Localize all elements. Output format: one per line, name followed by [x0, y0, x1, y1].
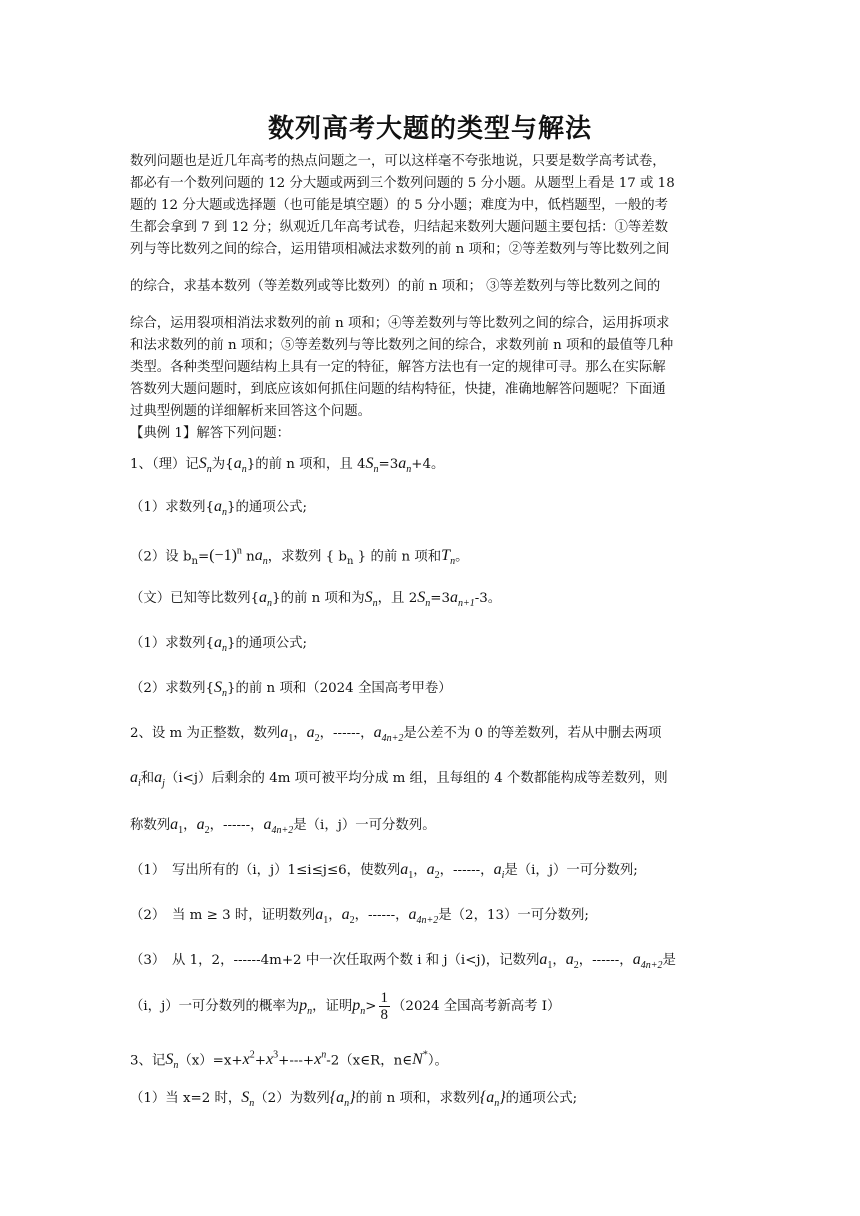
intro-line: 答数列大题问题时，到底应该如何抓住问题的结构特征，快捷，准确地解答问题呢？下面通 — [130, 382, 666, 397]
q2-sub3: （3） 从 1，2，------4m+2 中一次任取两个数 i 和 j（i<j)，记数列$a_1$，$a_2$，------，$a_{4n+2}$是 — [130, 951, 676, 972]
q1-wen: （文）已知等比数列$\{a_n\}$的前 n 项和为$S_n$，且 $2S_n=3a_{n+1}-3$。 — [130, 589, 502, 610]
q1-wen-part1: （1）求数列$\{a_n\}$的通项公式; — [130, 634, 307, 655]
intro-line: 生都会拿到 7 到 12 分；纵观近几年高考试卷，归结起来数列大题问题主要包括：①等差数 — [130, 220, 669, 235]
q2-line3: 称数列$a_1$，$a_2$，------，$a_{4n+2}$是（i，j）一可分数列。 — [130, 816, 436, 837]
q2-sub2: （2） 当 m ≥ 3 时，证明数列$a_1$，$a_2$，------，$a_{4n+2}$是（2，13）一可分数列; — [130, 906, 589, 927]
intro-line: 的综合，求基本数列（等差数列或等比数列）的前 n 项和； ③等差数列与等比数列之间的 — [130, 279, 661, 294]
intro-line: 题的 12 分大题或选择题（也可能是填空题）的 5 分小题；难度为中，低档题型，一般的考 — [130, 198, 669, 213]
intro-line: 数列问题也是近几年高考的热点问题之一，可以这样毫不夸张地说，只要是数学高考试卷， — [130, 154, 666, 169]
intro-line: 类型。各种类型问题结构上具有一定的特征，解答方法也有一定的规律可寻。那么在实际解 — [130, 360, 666, 375]
example-heading: 【典例 1】解答下列问题： — [130, 426, 291, 441]
q2-sub1: （1） 写出所有的（i，j）1≤i≤j≤6，使数列$a_1$，$a_2$，------，$a_i$是（i，j）一可分数列; — [130, 861, 638, 882]
q2-line1: 2、设 m 为正整数，数列$a_1$，$a_2$，------，$a_{4n+2}$是公差不为 0 的等差数列，若从中删去两项 — [130, 724, 662, 745]
fraction: $\frac{1}{8}$ — [380, 990, 389, 1023]
q2-line2: $a_i$和$a_j(i<j)$后剩余的 4m 项可被平均分成 m 组，且每组的 4 个数都能构成等差数列，则 — [130, 769, 668, 790]
q1-wen-part2: （2）求数列$\{S_n\}$的前 n 项和（2024 全国高考甲卷） — [130, 679, 452, 700]
q3-line2: （1）当 x=2 时，$S_n(2)$为数列$\{a_n\}$的前 n 项和，求数列$\{a_n\}$的通项公式; — [130, 1089, 578, 1110]
intro-line: 综合，运用裂项相消法求数列的前 n 项和；④等差数列与等比数列之间的综合，运用拆项求 — [130, 316, 670, 331]
document-title: 数列高考大题的类型与解法 — [267, 114, 592, 144]
intro-line: 过典型例题的详细解析来回答这个问题。 — [130, 404, 372, 419]
q2-sub3-cont: （i，j）一可分数列的概率为$p_n$，证明$p_n>$ $\frac{1}{8}$ （2024 全国高考新高考 I） — [130, 990, 561, 1023]
q3-line1: 3、记$S_n(x)=x+x^2+x^3+---+x^n-2(x\in R$，n∈N*）。 — [130, 1050, 448, 1072]
intro-line: 和法求数列的前 n 项和；⑤等差数列与等比数列之间的综合，求数列前 n 项和的最值等几种 — [130, 338, 674, 353]
q1-statement: 1、（理）记$S_n$为$\{a_n\}$的前 n 项和，且 $4S_n=3a_n+4$。 — [130, 455, 445, 476]
q1-part1: （1）求数列$\{a_n\}$的通项公式; — [130, 498, 307, 519]
q1-part2: （2）设 $b_n=(-1)^n$ $na_n$，求数列 { $b_n$ } 的前 n 项和$T_n$。 — [130, 546, 469, 568]
intro-line: 列与等比数列之间的综合，运用错项相减法求数列的前 n 项和；②等差数列与等比数列之间 — [130, 242, 670, 257]
intro-line: 都必有一个数列问题的 12 分大题或两到三个数列问题的 5 分小题。从题型上看是 17 或 18 — [130, 176, 675, 191]
